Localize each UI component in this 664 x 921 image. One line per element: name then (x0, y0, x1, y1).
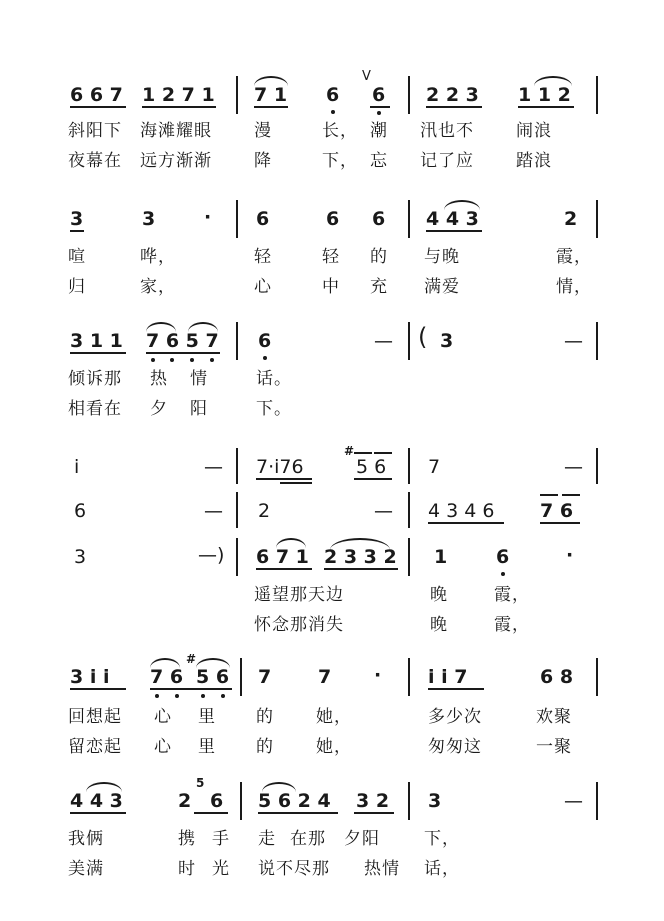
lyric: 匆匆这 (428, 737, 482, 757)
lyric: 夕 (150, 399, 168, 419)
lyric: 时 (178, 859, 196, 879)
lyric: 闹浪 (516, 121, 552, 141)
note-group: 1 2 7 1 (142, 84, 215, 106)
note: 2 (564, 208, 578, 230)
lyric: 她， (316, 737, 352, 757)
lyric: 下， (322, 151, 358, 171)
lyric: 心 (154, 737, 172, 757)
note-group: 5 6 2 4 (258, 790, 331, 812)
note-group: 3 2 (356, 790, 390, 812)
lyric: 霞， (494, 585, 530, 605)
lyric: 漫 (254, 121, 272, 141)
underline (428, 688, 484, 690)
lyric: 汛也不 (420, 121, 474, 141)
lyric: 霞， (494, 615, 530, 635)
underline (70, 106, 126, 108)
note: 6 (256, 208, 270, 230)
paren: ( (418, 323, 428, 351)
grace-note: 5 (196, 776, 205, 790)
underline (540, 522, 580, 524)
lyric: 下， (424, 829, 460, 849)
lyric: 热 (150, 369, 168, 389)
barline (408, 492, 410, 528)
barline (408, 200, 410, 238)
dash-close-paren: —) (198, 544, 225, 566)
note-group: 2 3 3 2 (324, 546, 397, 568)
note: 3 (70, 208, 84, 230)
note: 2 (178, 790, 192, 812)
low-octave-dot (210, 358, 214, 362)
barline (240, 782, 242, 820)
lyric: 热情 (364, 859, 400, 879)
low-octave-dot (221, 694, 225, 698)
lyric: 喧 (68, 247, 86, 267)
lyric: 晚 (430, 615, 448, 635)
lyric: 留恋起 (68, 737, 122, 757)
low-octave-dot (263, 356, 267, 360)
lyric: 降 (254, 151, 272, 171)
note: 6 (210, 790, 224, 812)
barline (408, 658, 410, 696)
lyric: 情， (556, 277, 592, 297)
low-octave-dot (151, 358, 155, 362)
barline (236, 322, 238, 360)
lyric: 轻 (254, 247, 272, 267)
note-group: 5 6 (356, 456, 387, 478)
note-group: 1 1 2 (518, 84, 571, 106)
note: 6 (258, 330, 272, 352)
note: 6 (372, 84, 386, 106)
note: 2 (258, 500, 271, 522)
lyric: 斜阳下 (68, 121, 122, 141)
lyric: 的 (256, 737, 274, 757)
underline (256, 478, 312, 480)
lyric: 里 (198, 707, 216, 727)
note: 6 (326, 84, 340, 106)
lyric: 家， (140, 277, 176, 297)
note: 3 (440, 330, 454, 352)
dot-note: · (204, 206, 212, 228)
lyric: 我俩 (68, 829, 104, 849)
dot-note: · (374, 664, 382, 686)
underline (370, 106, 390, 108)
underline (428, 522, 504, 524)
barline (596, 76, 598, 114)
barline (236, 538, 238, 576)
lyric: 光 (212, 859, 230, 879)
lyric: 阳 (190, 399, 208, 419)
note-group: 7 6 5 7 (146, 330, 219, 352)
barline (596, 200, 598, 238)
note-group: 7 1 (254, 84, 288, 106)
note-group: 6 8 (540, 666, 574, 688)
underline (354, 478, 392, 480)
lyric: 话， (424, 859, 460, 879)
breath-mark: V (362, 69, 371, 84)
note-group: i i 7 (428, 666, 468, 688)
note-group: 4 4 3 (426, 208, 479, 230)
underline (142, 106, 216, 108)
lyric: 走 (258, 829, 276, 849)
lyric: 满爱 (424, 277, 460, 297)
barline (408, 782, 410, 820)
note: i (74, 456, 80, 478)
note: 6 (496, 546, 510, 568)
lyric: 哗， (140, 247, 176, 267)
underline (70, 230, 84, 232)
low-octave-dot (190, 358, 194, 362)
lyric: 手 (212, 829, 230, 849)
low-octave-dot (170, 358, 174, 362)
note: 3 (74, 546, 87, 568)
low-octave-dot (377, 111, 381, 115)
underline (256, 568, 312, 570)
lyric: 晚 (430, 585, 448, 605)
lyric: 长， (322, 121, 358, 141)
underline (194, 812, 228, 814)
barline (236, 76, 238, 114)
barline (236, 448, 238, 484)
barline (596, 782, 598, 820)
note-group: 7 6 (150, 666, 184, 688)
lyric: 多少次 (428, 707, 482, 727)
lyric: 相看在 (68, 399, 122, 419)
note-group: 6 7 1 (256, 546, 309, 568)
barline (408, 76, 410, 114)
note: 7 (318, 666, 332, 688)
barline (236, 492, 238, 528)
upper-dash (540, 494, 558, 496)
upper-dash (374, 452, 392, 454)
lyric: 夕阳 (344, 829, 380, 849)
lyric: 一聚 (536, 737, 572, 757)
sharp-sign: # (186, 652, 197, 666)
underline (426, 106, 482, 108)
dash: — (374, 330, 393, 352)
lyric: 下。 (256, 399, 292, 419)
lyric: 的 (256, 707, 274, 727)
lyric: 美满 (68, 859, 104, 879)
low-octave-dot (501, 572, 505, 576)
note-group: 7·i76 (256, 456, 304, 478)
underline (280, 482, 312, 484)
barline (408, 322, 410, 360)
note-group: 6 6 7 (70, 84, 123, 106)
barline (596, 658, 598, 696)
barline (408, 448, 410, 484)
underline (426, 230, 482, 232)
upper-dash (354, 452, 372, 454)
lyric: 记了应 (420, 151, 474, 171)
dash: — (204, 500, 223, 522)
lyric: 霞， (556, 247, 592, 267)
note: 6 (74, 500, 87, 522)
barline (596, 448, 598, 484)
note: 7 (258, 666, 272, 688)
lyric: 心 (254, 277, 272, 297)
dot-note: · (566, 544, 574, 566)
note: 3 (142, 208, 156, 230)
lyric: 的 (370, 247, 388, 267)
low-octave-dot (331, 110, 335, 114)
underline (146, 352, 220, 354)
lyric: 携 (178, 829, 196, 849)
lyric: 倾诉那 (68, 369, 122, 389)
lyric: 她， (316, 707, 352, 727)
lyric: 与晚 (424, 247, 460, 267)
lyric: 话。 (256, 369, 292, 389)
dash: — (564, 790, 583, 812)
lyric: 里 (198, 737, 216, 757)
barline (408, 538, 410, 576)
underline (518, 106, 574, 108)
lyric: 情 (190, 369, 208, 389)
dash: — (564, 456, 583, 478)
low-octave-dot (155, 694, 159, 698)
lyric: 中 (322, 277, 340, 297)
underline (150, 688, 232, 690)
lyric: 说不尽那 (258, 859, 330, 879)
underline (258, 812, 338, 814)
lyric: 潮 (370, 121, 388, 141)
note-group: 5 6 (196, 666, 230, 688)
dash: — (564, 330, 583, 352)
lyric: 充 (370, 277, 388, 297)
note-group: 7 6 (540, 500, 574, 522)
note-group: 3 i i (70, 666, 110, 688)
note-group: 3 1 1 (70, 330, 123, 352)
underline (70, 688, 126, 690)
barline (240, 658, 242, 696)
lyric: 欢聚 (536, 707, 572, 727)
lyric: 远方渐渐 (140, 151, 212, 171)
note: 3 (428, 790, 442, 812)
low-octave-dot (175, 694, 179, 698)
lyric: 心 (154, 707, 172, 727)
barline (236, 200, 238, 238)
lyric: 踏浪 (516, 151, 552, 171)
note: 6 (372, 208, 386, 230)
note: 6 (326, 208, 340, 230)
underline (70, 352, 126, 354)
barline (596, 322, 598, 360)
lyric: 回想起 (68, 707, 122, 727)
low-octave-dot (201, 694, 205, 698)
lyric: 在那 (290, 829, 326, 849)
underline (70, 812, 126, 814)
lyric: 忘 (370, 151, 388, 171)
lyric: 夜幕在 (68, 151, 122, 171)
upper-dash (562, 494, 580, 496)
dash: — (204, 456, 223, 478)
lyric: 归 (68, 277, 86, 297)
note-group: 4 3 4 6 (428, 500, 495, 522)
dash: — (374, 500, 393, 522)
note-group: 4 4 3 (70, 790, 123, 812)
lyric: 海滩耀眼 (140, 121, 212, 141)
underline (354, 812, 394, 814)
note-group: 2 2 3 (426, 84, 479, 106)
lyric: 轻 (322, 247, 340, 267)
lyric: 怀念那消失 (254, 615, 344, 635)
lyric: 遥望那天边 (254, 585, 344, 605)
sharp-sign: # (344, 444, 355, 458)
note: 7 (428, 456, 441, 478)
underline (254, 106, 288, 108)
note: 1 (434, 546, 448, 568)
underline (324, 568, 398, 570)
